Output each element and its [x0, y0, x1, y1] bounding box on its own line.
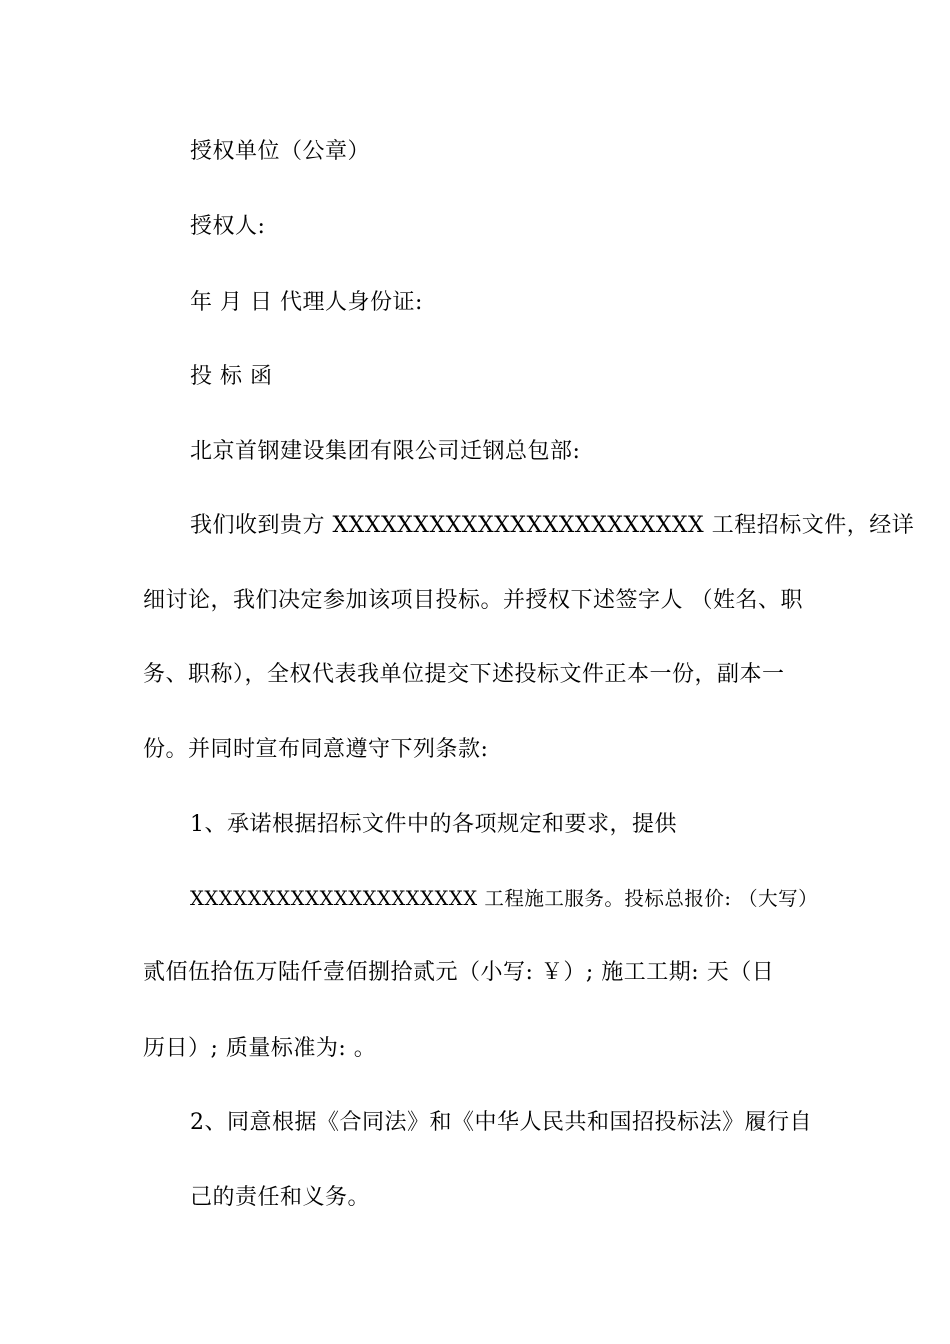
clause-1-line-2: XXXXXXXXXXXXXXXXXXXX 工程施工服务。投标总报价: （大写）	[190, 887, 819, 910]
paragraph-1-line-2-text: 细讨论，我们决定参加该项目投标。并授权下述签字人 （姓名、职	[143, 588, 803, 613]
paragraph-1-line-1-text: 我们收到贵方 XXXXXXXXXXXXXXXXXXXXXXX 工程招标文件，经详	[190, 513, 915, 538]
clause-2-line-1: 2、同意根据《合同法》和《中华人民共和国招投标法》履行自	[190, 1110, 812, 1135]
recipient-line: 北京首钢建设集团有限公司迁钢总包部:	[190, 439, 581, 464]
paragraph-1-line-4: 份。并同时宣布同意遵守下列条款:	[143, 737, 489, 762]
paragraph-1-line-2	[143, 586, 805, 616]
paragraph-1-line-3	[143, 660, 805, 690]
paragraph-1-line-1	[190, 511, 915, 541]
clause-1-line-4: 历日）; 质量标准为: 。	[143, 1036, 377, 1061]
bid-letter-title: 投 标 函	[190, 364, 273, 389]
date-agent-id-line: 年 月 日 代理人身份证:	[190, 290, 423, 315]
authorizer-line: 授权人:	[190, 214, 266, 239]
paragraph-1-line-3-text: 务、职称），全权代表我单位提交下述投标文件正本一份，副本一	[143, 662, 785, 687]
clause-1-line-1: 1、承诺根据招标文件中的各项规定和要求，提供	[190, 812, 677, 837]
authorizing-unit-line: 授权单位（公章）	[190, 139, 371, 164]
clause-1-line-3: 贰佰伍拾伍万陆仟壹佰捌拾贰元（小写: ￥）; 施工工期: 天（日	[143, 960, 775, 985]
clause-2-line-2: 己的责任和义务。	[190, 1185, 371, 1210]
